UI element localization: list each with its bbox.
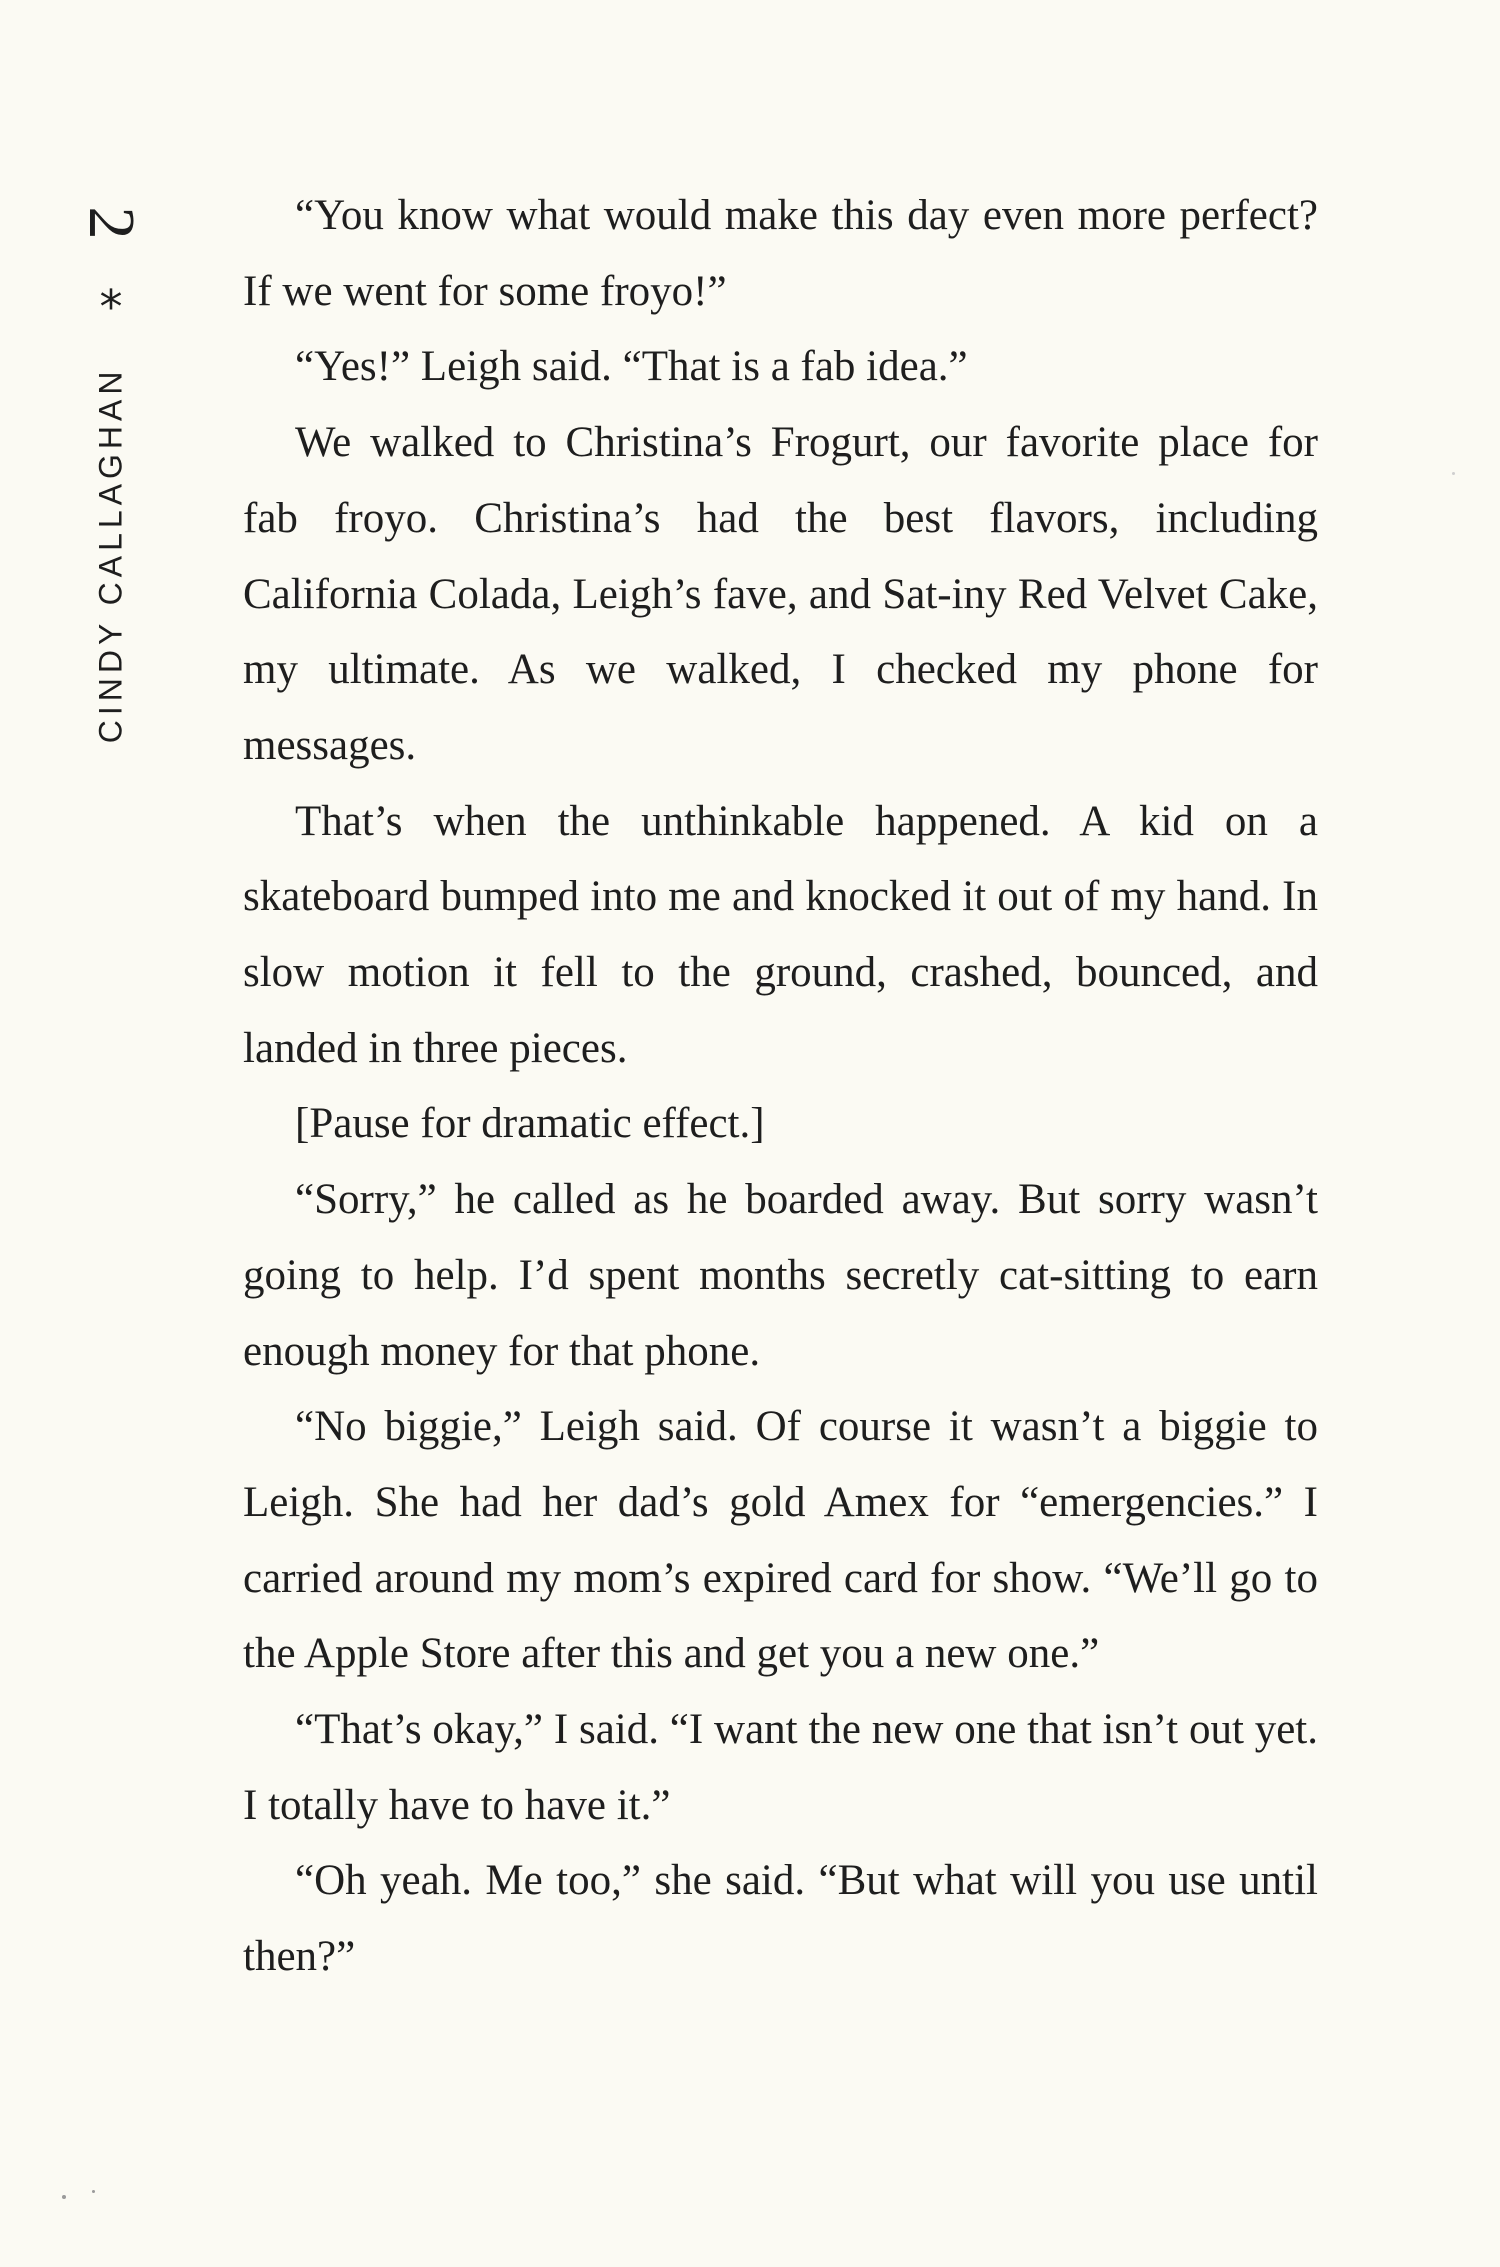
page-number: 2	[75, 206, 148, 240]
scan-speck	[92, 2190, 95, 2193]
scan-speck	[62, 2195, 66, 2199]
paragraph: That’s when the unthinkable happened. A kid on a skateboard bumped into me and knocked it out of my hand. In slow motion it fell to the ground, crashed, bounced, and landed in three pieces.	[243, 797, 1318, 1072]
paragraph: [Pause for dramatic effect.]	[295, 1100, 765, 1148]
paragraph: “That’s okay,” I said. “I want the new one that isn’t out yet. I totally have to have it.”	[243, 1706, 1318, 1829]
paragraph: “No biggie,” Leigh said. Of course it wasn’t a biggie to Leigh. She had her dad’s gold Amex for “emergencies.” I carried around my mom’s expired card for show. “We’ll go to the Apple Store after this and get you a new one.”	[243, 1403, 1318, 1678]
scan-speck	[1452, 472, 1455, 475]
paragraph: “Oh yeah. Me too,” she said. “But what will you use until then?”	[243, 1857, 1318, 1981]
paragraph: “Sorry,” he called as he boarded away. But sorry wasn’t going to help. I’d spent months secretly cat-sitting to earn enough money for that phone.	[243, 1176, 1318, 1375]
running-head	[66, 190, 156, 744]
body-text	[243, 178, 1318, 1995]
paragraph: “You know what would make this day even more perfect? If we went for some froyo!”	[243, 192, 1318, 315]
paragraph: We walked to Christina’s Frogurt, our favorite place for fab froyo. Christina’s had the best flavors, including California Colada, Leigh’s fave, and Sat-iny Red Velvet Cake, my ultimate. As we walked, I checked my phone for messages.	[243, 419, 1318, 769]
asterisk-separator: *	[99, 280, 123, 334]
paragraph: “Yes!” Leigh said. “That is a fab idea.”	[295, 343, 968, 391]
author-name-text: CINDY CALLAGHAN	[92, 366, 129, 744]
